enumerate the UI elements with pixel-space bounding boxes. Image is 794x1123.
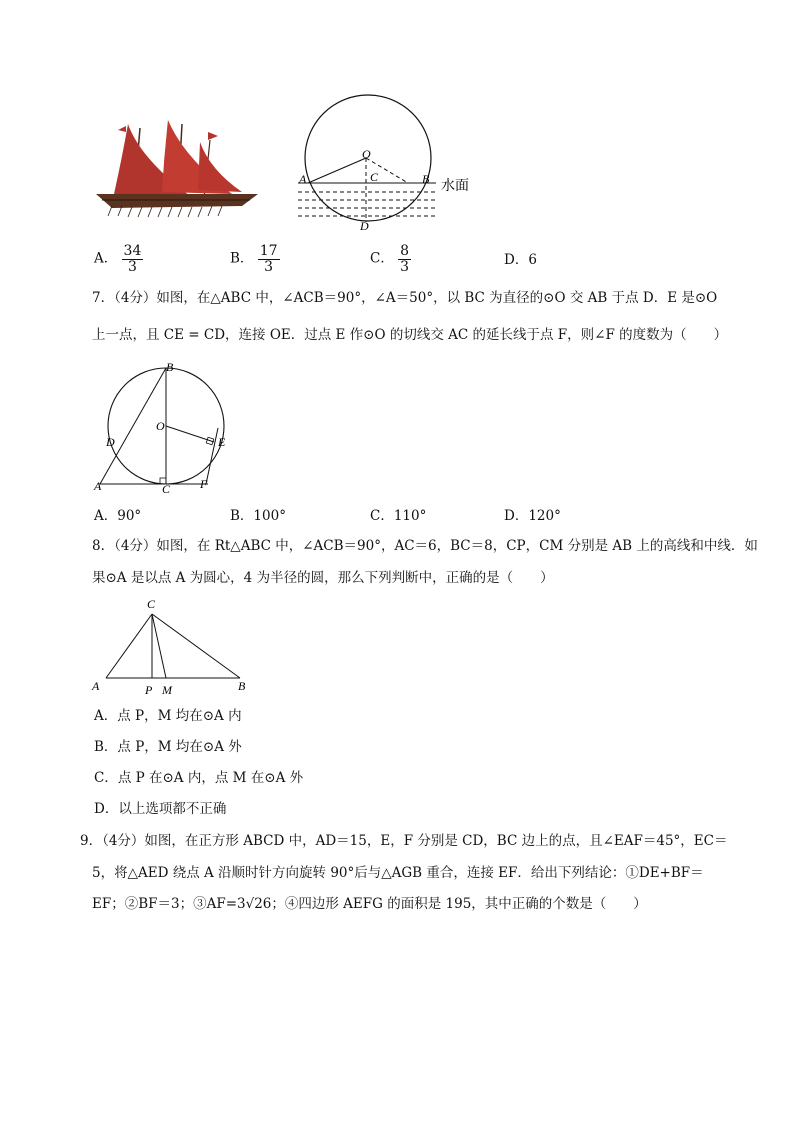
q7-line-1: 7．（4分）如图，在△ABC 中，∠ACB＝90°，∠A＝50°，以 BC 为直径的⊙O 交 AB 于点 D．E 是⊙O xyxy=(92,290,718,306)
numerator: 8 xyxy=(400,243,410,259)
q8-line-1: 8．（4分）如图，在 Rt△ABC 中，∠ACB＝90°，AC＝6，BC＝8，CP，CM 分别是 AB 上的高线和中线．如 xyxy=(92,538,758,554)
q6-fraction-a xyxy=(122,244,144,274)
q6-fraction-b xyxy=(258,244,280,274)
q6-fraction-c xyxy=(398,244,411,274)
label-C: C xyxy=(147,597,156,611)
q9-line-2: 5，将△AED 绕点 A 沿顺时针方向旋转 90°后与△AGB 重合，连接 EF．给出下列结论：①DE+BF＝ xyxy=(92,865,704,881)
label-O: O xyxy=(362,147,371,161)
label-A: A xyxy=(94,479,102,493)
label-F: F xyxy=(200,477,208,491)
q9-line-3: EF；②BF＝3；③AF=3√26；④四边形 AEFG 的面积是 195，其中正确的个数是（ ） xyxy=(92,896,647,912)
label-O: O xyxy=(156,419,165,433)
label-A: A xyxy=(92,679,100,693)
numerator: 34 xyxy=(123,243,142,259)
q6-option-letter: D． xyxy=(504,252,529,268)
q8-option-b: B．点 P，M 均在⊙A 外 xyxy=(94,739,242,755)
label-M: M xyxy=(162,683,172,697)
numerator: 17 xyxy=(259,243,278,259)
denominator: 3 xyxy=(400,258,410,275)
label-A: A xyxy=(299,172,307,186)
water-circle-figure xyxy=(290,92,480,232)
q7-option-d: D．120° xyxy=(504,508,561,524)
water-surface-label: 水面 xyxy=(441,179,469,194)
q7-line-2: 上一点，且 CE = CD，连接 OE．过点 E 作⊙O 的切线交 AC 的延长线于点 F，则∠F 的度数为（ ） xyxy=(92,327,728,343)
q6-option-a xyxy=(94,244,143,274)
q8-triangle-figure xyxy=(90,594,260,698)
q6-option-b xyxy=(230,244,280,274)
label-D: D xyxy=(360,219,369,232)
q6-option-letter: A． xyxy=(94,250,118,267)
q7-option-a: A．90° xyxy=(94,508,142,524)
label-B: B xyxy=(238,679,246,693)
label-C: C xyxy=(162,482,171,494)
q6-option-c xyxy=(370,244,411,274)
denominator: 3 xyxy=(128,258,137,275)
label-B: B xyxy=(166,360,174,374)
q8-option-a: A．点 P，M 均在⊙A 内 xyxy=(94,708,242,724)
q7-option-b: B．100° xyxy=(230,508,286,524)
ship-image xyxy=(92,118,262,220)
q8-option-c: C．点 P 在⊙A 内，点 M 在⊙A 外 xyxy=(94,770,304,786)
denominator: 3 xyxy=(264,258,274,275)
q8-line-2: 果⊙A 是以点 A 为圆心，4 为半径的圆，那么下列判断中，正确的是（ ） xyxy=(92,570,554,586)
q6-option-letter: B． xyxy=(230,250,254,267)
q6-option-value: 6 xyxy=(528,252,537,268)
label-B: B xyxy=(422,172,430,186)
label-P: P xyxy=(145,683,153,697)
q7-option-c: C．110° xyxy=(370,508,427,524)
label-C: C xyxy=(370,170,379,184)
q9-line-1: 9．（4分）如图，在正方形 ABCD 中，AD＝15，E，F 分别是 CD，BC 边上的点，且∠EAF＝45°，EC＝ xyxy=(80,833,728,849)
q7-circle-figure xyxy=(90,358,240,494)
label-E: E xyxy=(218,435,226,449)
label-D: D xyxy=(106,435,115,449)
q8-option-d: D．以上选项都不正确 xyxy=(94,801,227,817)
q6-option-letter: C． xyxy=(370,250,394,267)
q6-option-d xyxy=(504,254,537,268)
